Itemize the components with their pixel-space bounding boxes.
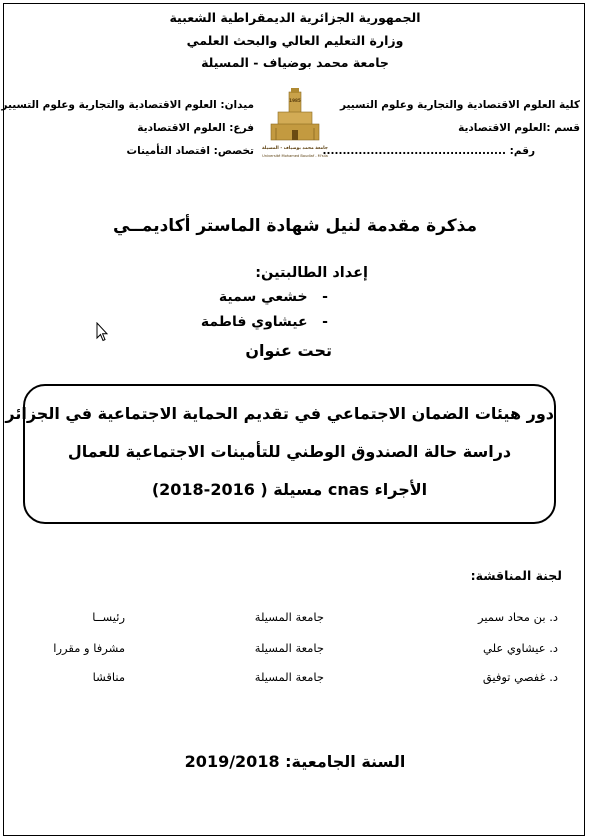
jury-member-role: مشرفا و مقررا <box>53 641 125 655</box>
university-logo-icon <box>262 88 328 162</box>
prepared-by-label: إعداد الطالبتين: <box>255 265 368 281</box>
jury-member-university: جامعة المسيلة <box>254 641 324 655</box>
branch-label: فرع: العلوم الاقتصادية <box>137 122 254 134</box>
jury-label: لجنة المناقشة: <box>470 568 562 583</box>
mouse-cursor-icon <box>96 322 108 342</box>
student-name: عيشاوي فاطمة <box>200 314 308 330</box>
specialty-label: تخصص: اقتصاد التأمينات <box>126 145 254 157</box>
jury-member-name: د. بن محاد سمير <box>477 610 558 624</box>
student-item <box>219 289 328 305</box>
jury-member-role: رئيســا <box>92 610 125 624</box>
header-university: جامعة محمد بوضياف - المسيلة <box>201 55 389 70</box>
student-bullet: - <box>307 289 328 305</box>
department-label: قسم :العلوم الاقتصادية <box>458 122 580 134</box>
student-item <box>201 314 328 330</box>
logo-caption-arabic: جامعة محمد بوضياف - المسيلة <box>262 146 328 151</box>
student-name: خشعي سمية <box>218 289 308 305</box>
jury-member-name: د. غفصي توفيق <box>482 670 558 684</box>
memoir-title: مذكرة مقدمة لنيل شهادة الماستر أكاديمــي <box>112 216 477 236</box>
thesis-title-line-3: الأجراء cnas مسيلة ( 2016-2018) <box>151 480 428 499</box>
header-republic: الجمهورية الجزائرية الديمقراطية الشعبية <box>169 10 421 25</box>
jury-member-university: جامعة المسيلة <box>254 610 324 624</box>
academic-year: السنة الجامعية: 2019/2018 <box>184 752 406 771</box>
jury-member-university: جامعة المسيلة <box>254 670 324 684</box>
jury-member-role: مناقشا <box>92 670 125 684</box>
thesis-title-line-2: دراسة حالة الصندوق الوطني للتأمينات الاجتماعية للعمال <box>67 442 512 461</box>
logo-year: 1985 <box>289 98 301 103</box>
faculty-label: كلية العلوم الاقتصادية والتجارية وعلوم التسيير <box>339 99 580 111</box>
student-bullet: - <box>307 314 328 330</box>
number-label: رقم: .............................................. <box>322 145 535 157</box>
header-ministry: وزارة التعليم العالي والبحث العلمي <box>186 33 404 48</box>
title-label: تحت عنوان <box>245 341 332 360</box>
field-label: ميدان: العلوم الاقتصادية والتجارية وعلوم التسيير <box>1 99 254 111</box>
jury-member-name: د. عيشاوي علي <box>483 641 558 655</box>
thesis-title-box <box>5 384 556 524</box>
thesis-title-line-1: دور هيئات الضمان الاجتماعي في تقديم الحماية الاجتماعية في الجزائر <box>5 404 554 423</box>
logo-caption-french: Université Mohamed Boudiaf - M'sila <box>262 154 328 158</box>
